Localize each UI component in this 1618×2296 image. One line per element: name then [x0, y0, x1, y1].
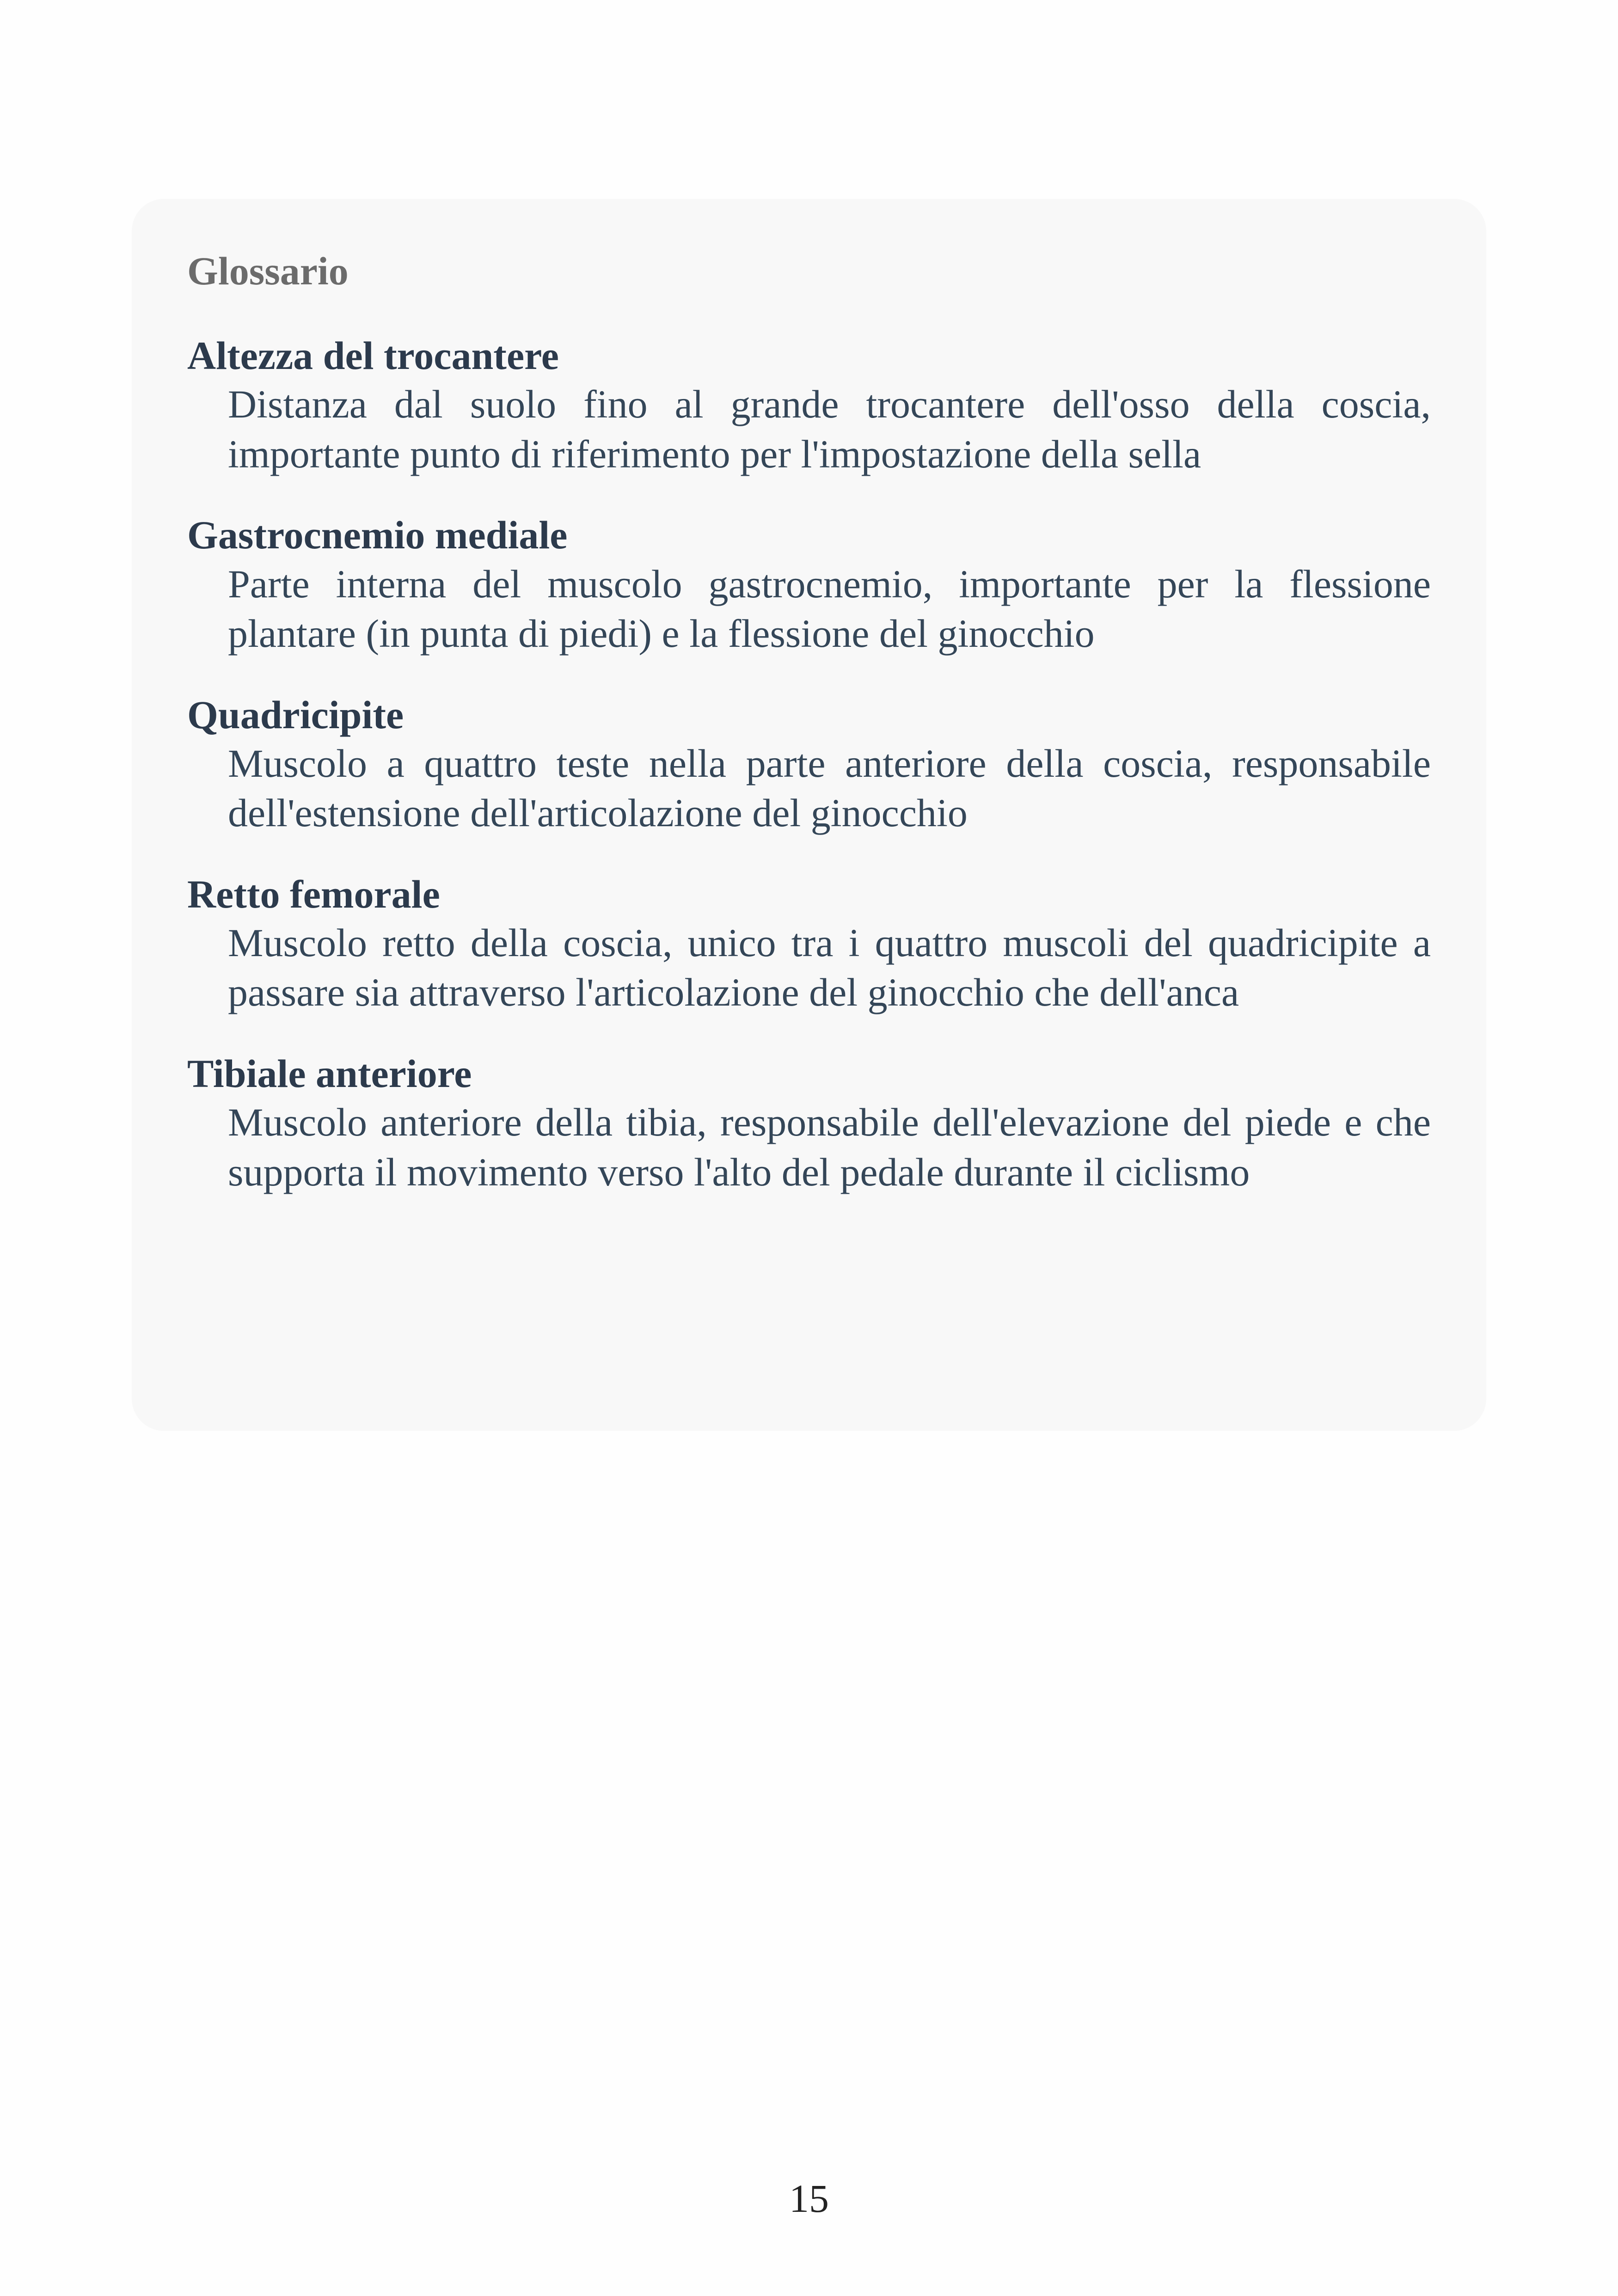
glossary-term: Quadricipite: [187, 692, 404, 737]
glossary-entry: [187, 511, 1431, 658]
glossary-box: [132, 199, 1486, 1431]
glossary-entry: [187, 691, 1431, 838]
glossary-entry: [187, 1050, 1431, 1197]
glossary-term: Altezza del trocantere: [187, 333, 559, 378]
glossary-term: Tibiale anteriore: [187, 1051, 472, 1096]
glossary-entry: [187, 332, 1431, 479]
glossary-definition: Muscolo a quattro teste nella parte anteriore della coscia, responsabile dell'estensione dell'articolazione del ginocchio: [228, 741, 1431, 835]
glossary-title: Glossario: [187, 249, 349, 293]
glossary-term: Gastrocnemio mediale: [187, 513, 568, 558]
glossary-definition: Distanza dal suolo fino al grande trocantere dell'osso della coscia, importante punto di riferimento per l'impostazione della sella: [228, 382, 1431, 476]
page-number: 15: [789, 2176, 829, 2221]
glossary-definition: Parte interna del muscolo gastrocnemio, importante per la flessione plantare (in punta di piedi) e la flessione del ginocchio: [228, 561, 1431, 656]
glossary-term: Retto femorale: [187, 872, 440, 916]
glossary-definition: Muscolo anteriore della tibia, responsabile dell'elevazione del piede e che supporta il movimento verso l'alto del pedale durante il ciclismo: [228, 1100, 1431, 1194]
glossary-definition: Muscolo retto della coscia, unico tra i quattro muscoli del quadricipite a passare sia attraverso l'articolazione del ginocchio che dell'anca: [228, 920, 1431, 1015]
glossary-entry: [187, 871, 1431, 1018]
